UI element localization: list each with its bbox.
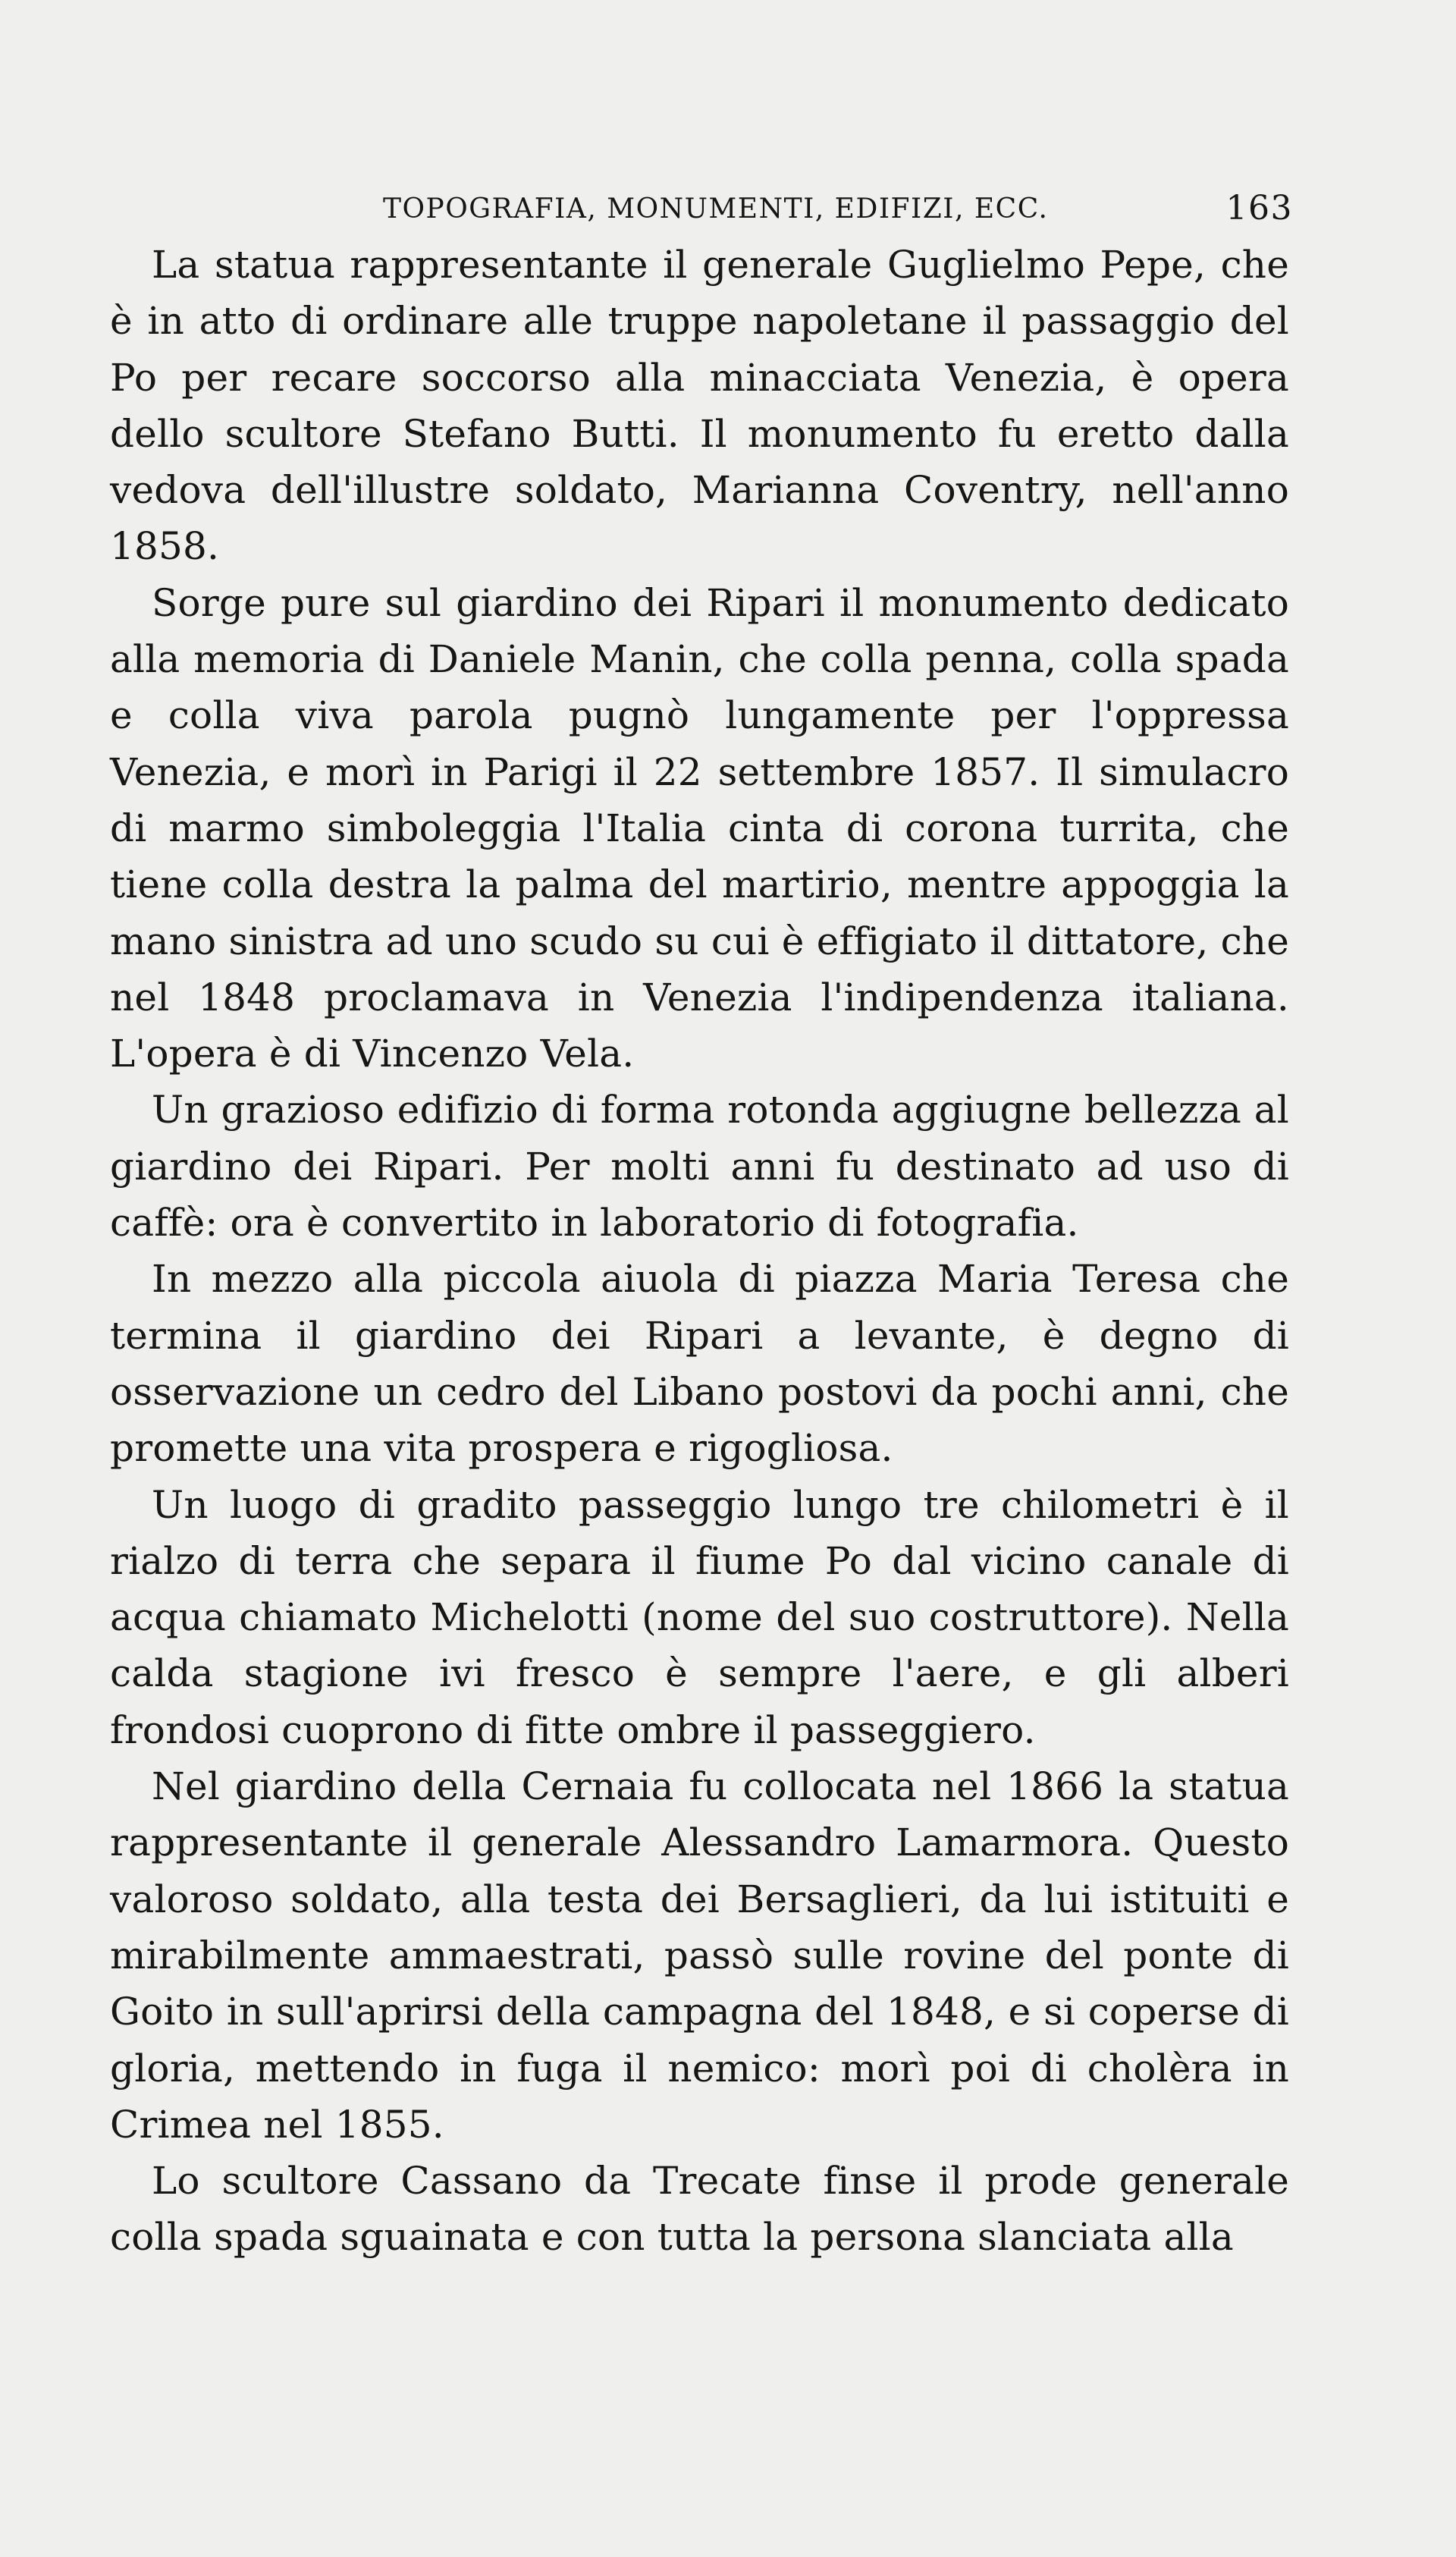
paragraph: Un luogo di gradito passeggio lungo tre chilometri è il rialzo di terra che separa il fiume Po dal vicino canale di acqua chiamato Michelotti (nome del suo costruttore). Nella calda stagione ivi fresco è sempre l'aere, e gli alberi frondosi cuoprono di fitte ombre il passeggiero. [110, 1482, 1289, 1752]
paragraph: La statua rappresentante il generale Guglielmo Pepe, che è in atto di ordinare alle truppe napoletane il passaggio del Po per recare soccorso alla minacciata Venezia, è opera dello scultore Stefano Butti. Il monumento fu eretto dalla vedova dell'illustre soldato, Marianna Coventry, nell'anno 1858. [110, 243, 1289, 569]
paragraph: Sorge pure sul giardino dei Ripari il monumento dedicato alla memoria di Daniele Manin, che colla penna, colla spada e colla viva parola pugnò lungamente per l'oppressa Venezia, e morì in Parigi il 22 settembre 1857. Il simulacro di marmo simboleggia l'Italia cinta di corona turrita, che tiene colla destra la palma del martirio, mentre appoggia la mano sinistra ad uno scudo su cui è effigiato il dittatore, che nel 1848 proclamava in Venezia l'indipendenza italiana. L'opera è di Vincenzo Vela. [110, 580, 1289, 1076]
paragraph: Nel giardino della Cernaia fu collocata nel 1866 la statua rappresentante il generale Alessandro Lamarmora. Questo valoroso soldato, alla testa dei Bersaglieri, da lui istituiti e mirabilmente ammaestrati, passò sulle rovine del ponte di Goito in sull'aprirsi della campagna del 1848, e si coperse di gloria, mettendo in fuga il nemico: morì poi di cholèra in Crimea nel 1855. [110, 1764, 1289, 2147]
running-title: TOPOGRAFIA, MONUMENTI, EDIFIZI, ECC. [383, 193, 1049, 225]
paragraph: In mezzo alla piccola aiuola di piazza Maria Teresa che termina il giardino dei Ripari a levante, è degno di osservazione un cedro del Libano postovi da pochi anni, che promette una vita prospera e rigogliosa. [110, 1257, 1289, 1471]
page-number: 163 [1225, 189, 1293, 228]
paragraph: Lo scultore Cassano da Trecate finse il prode generale colla spada sguainata e con tutta la persona slanciata alla [110, 2159, 1289, 2260]
paragraph: Un grazioso edifizio di forma rotonda aggiugne bellezza al giardino dei Ripari. Per molti anni fu destinato ad uso di caffè: ora è convertito in laboratorio di fotografia. [110, 1088, 1289, 1246]
page-header [383, 189, 1293, 239]
body-text [110, 237, 1289, 2266]
